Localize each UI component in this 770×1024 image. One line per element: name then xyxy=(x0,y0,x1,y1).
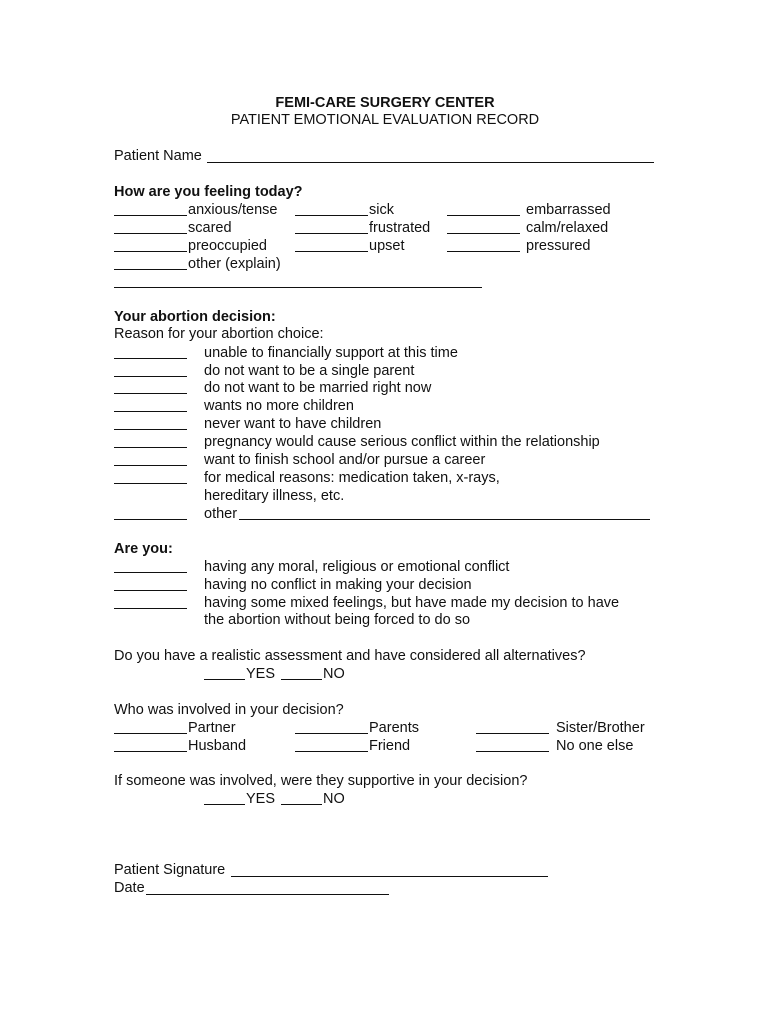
involved-blank[interactable] xyxy=(295,751,368,752)
involved-blank[interactable] xyxy=(476,733,549,734)
alternatives-no-blank[interactable] xyxy=(281,679,322,680)
reason-blank[interactable] xyxy=(114,465,187,466)
other-explain-field[interactable] xyxy=(114,287,482,288)
feeling-option: upset xyxy=(369,238,405,254)
involved-blank[interactable] xyxy=(114,751,187,752)
reason-item: never want to have children xyxy=(204,416,382,432)
reason-blank[interactable] xyxy=(114,393,187,394)
supportive-yes-label: YES xyxy=(246,791,276,807)
feeling-option: anxious/tense xyxy=(188,202,278,218)
involved-option: Friend xyxy=(369,738,411,754)
feeling-blank[interactable] xyxy=(447,233,520,234)
feeling-blank[interactable] xyxy=(295,215,368,216)
supportive-question: If someone was involved, were they supportive in your decision? xyxy=(114,773,528,789)
form-title: FEMI-CARE SURGERY CENTER xyxy=(275,95,495,111)
are-you-blank[interactable] xyxy=(114,590,187,591)
reason-item: wants no more children xyxy=(204,398,354,414)
feeling-option: pressured xyxy=(526,238,591,254)
supportive-yes-blank[interactable] xyxy=(204,804,245,805)
reason-item: do not want to be a single parent xyxy=(204,363,415,379)
reason-blank[interactable] xyxy=(114,447,187,448)
reason-blank[interactable] xyxy=(114,519,187,520)
reason-blank[interactable] xyxy=(114,483,187,484)
feeling-option: frustrated xyxy=(369,220,431,236)
are-you-blank[interactable] xyxy=(114,608,187,609)
feeling-blank[interactable] xyxy=(114,269,187,270)
decision-prompt: Reason for your abortion choice: xyxy=(114,326,324,342)
feeling-option: scared xyxy=(188,220,232,236)
are-you-item: having any moral, religious or emotional conflict xyxy=(204,559,510,575)
alternatives-yes-blank[interactable] xyxy=(204,679,245,680)
feeling-blank[interactable] xyxy=(295,251,368,252)
feeling-blank[interactable] xyxy=(114,233,187,234)
reason-item-continued: hereditary illness, etc. xyxy=(204,488,345,504)
reason-blank[interactable] xyxy=(114,358,187,359)
reason-blank[interactable] xyxy=(114,376,187,377)
alternatives-no-label: NO xyxy=(323,666,345,682)
reason-item-other: other xyxy=(204,506,238,522)
reason-blank[interactable] xyxy=(114,429,187,430)
involved-option: Husband xyxy=(188,738,247,754)
are-you-blank[interactable] xyxy=(114,572,187,573)
are-you-item: having no conflict in making your decision xyxy=(204,577,472,593)
involved-option: Partner xyxy=(188,720,236,736)
feeling-option: other (explain) xyxy=(188,256,281,272)
feelings-heading: How are you feeling today? xyxy=(114,184,303,200)
feeling-blank[interactable] xyxy=(447,215,520,216)
involved-option: Parents xyxy=(369,720,419,736)
date-label: Date xyxy=(114,880,145,896)
are-you-heading: Are you: xyxy=(114,541,173,557)
reason-item: pregnancy would cause serious conflict within the relationship xyxy=(204,434,600,450)
feeling-option: sick xyxy=(369,202,394,218)
patient-name-field[interactable] xyxy=(207,162,654,163)
patient-name-label: Patient Name xyxy=(114,148,202,164)
involved-blank[interactable] xyxy=(476,751,549,752)
involved-question: Who was involved in your decision? xyxy=(114,702,344,718)
involved-blank[interactable] xyxy=(114,733,187,734)
date-field[interactable] xyxy=(146,894,389,895)
feeling-option: embarrassed xyxy=(526,202,611,218)
reason-item: for medical reasons: medication taken, x-rays, xyxy=(204,470,500,486)
involved-blank[interactable] xyxy=(295,733,368,734)
decision-heading: Your abortion decision: xyxy=(114,309,276,325)
are-you-item: having some mixed feelings, but have made my decision to have xyxy=(204,595,620,611)
feeling-option: preoccupied xyxy=(188,238,267,254)
reason-other-field[interactable] xyxy=(239,519,650,520)
feeling-option: calm/relaxed xyxy=(526,220,609,236)
reason-blank[interactable] xyxy=(114,411,187,412)
alternatives-question: Do you have a realistic assessment and have considered all alternatives? xyxy=(114,648,586,664)
reason-item: want to finish school and/or pursue a career xyxy=(204,452,486,468)
reason-item: unable to financially support at this time xyxy=(204,345,458,361)
feeling-blank[interactable] xyxy=(295,233,368,234)
reason-item: do not want to be married right now xyxy=(204,380,432,396)
feeling-blank[interactable] xyxy=(114,215,187,216)
involved-option: Sister/Brother xyxy=(556,720,645,736)
are-you-item-continued: the abortion without being forced to do so xyxy=(204,612,471,628)
form-subtitle: PATIENT EMOTIONAL EVALUATION RECORD xyxy=(230,112,540,128)
signature-field[interactable] xyxy=(231,876,548,877)
supportive-no-label: NO xyxy=(323,791,345,807)
feeling-blank[interactable] xyxy=(447,251,520,252)
alternatives-yes-label: YES xyxy=(246,666,276,682)
signature-label: Patient Signature xyxy=(114,862,226,878)
supportive-no-blank[interactable] xyxy=(281,804,322,805)
involved-option: No one else xyxy=(556,738,634,754)
feeling-blank[interactable] xyxy=(114,251,187,252)
